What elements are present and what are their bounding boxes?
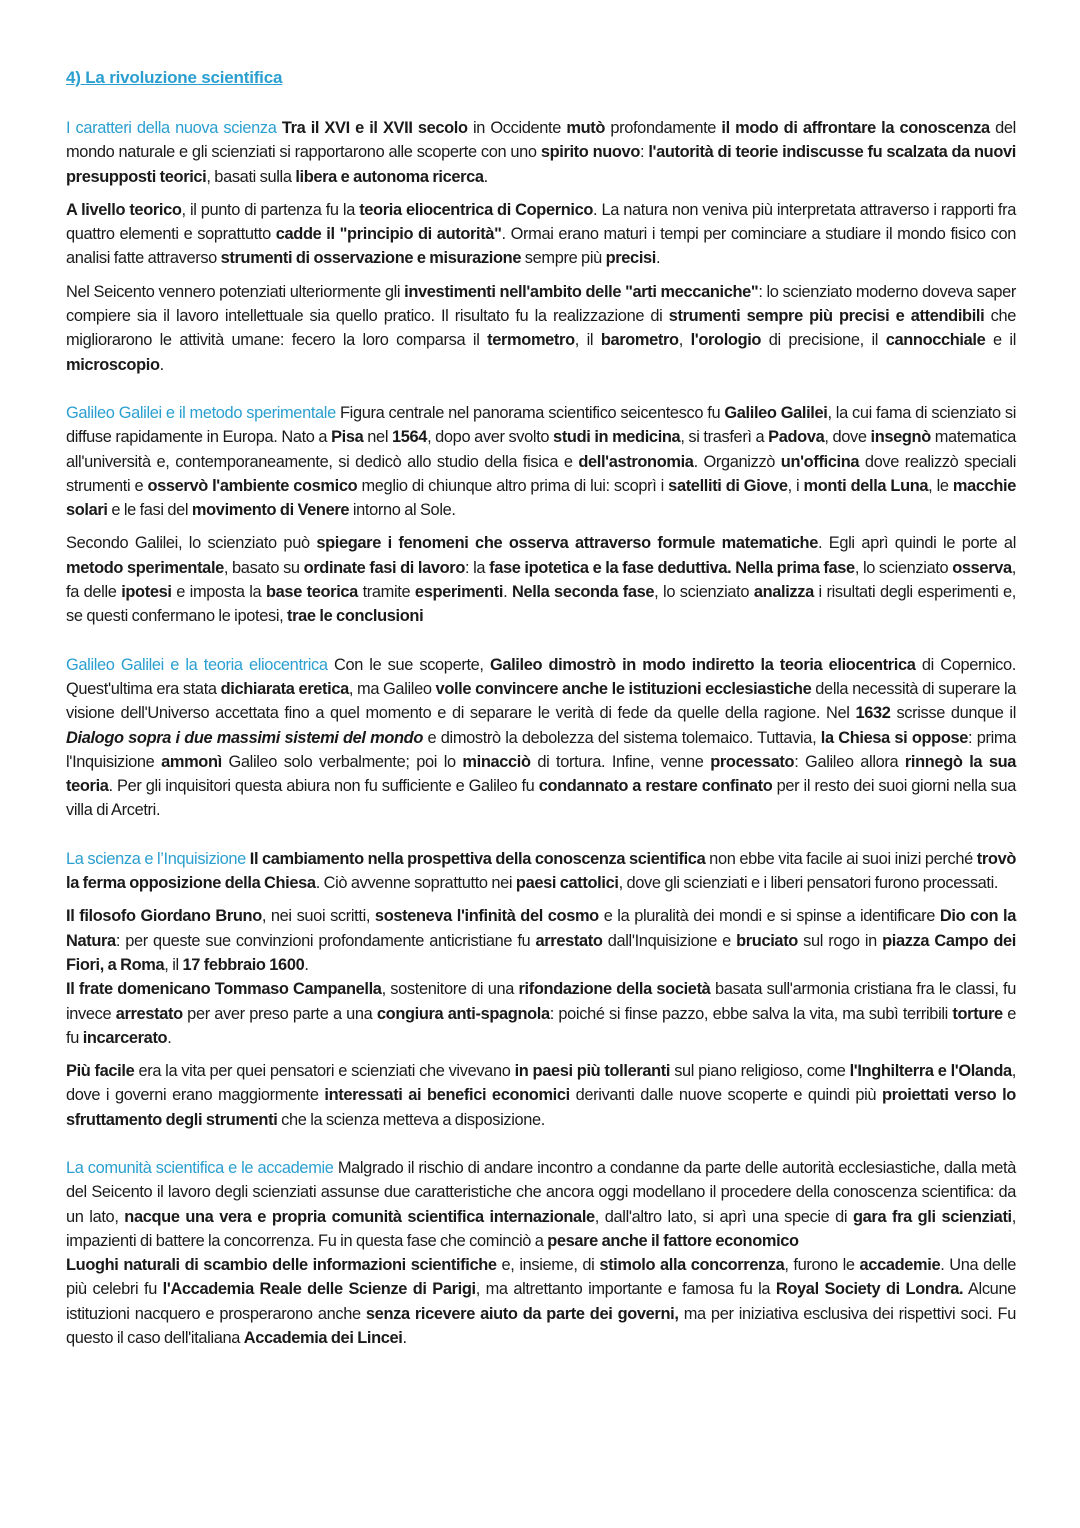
bold-text: libera e autonoma ricerca — [295, 167, 484, 186]
document-content — [66, 66, 1016, 1350]
bold-text: piazza Campo dei Fiori, a Roma — [66, 931, 1016, 974]
bold-text: Il cambiamento nella prospettiva della conoscenza scientifica — [249, 849, 706, 868]
bold-text: stimolo alla concorrenza — [599, 1256, 785, 1275]
bold-text: condannato a restare confinato — [538, 777, 773, 796]
bold-text: torture — [952, 1004, 1003, 1023]
bold-text: 1632 — [855, 704, 891, 723]
bold-text: metodo sperimentale — [66, 558, 224, 577]
bold-text: macchie solari — [66, 476, 1016, 520]
bold-text: esperimenti — [414, 583, 504, 602]
section-gap — [66, 1132, 1016, 1156]
bold-text: movimento di Venere — [191, 501, 350, 520]
paragraph-gap — [66, 271, 1016, 280]
section-gap — [66, 823, 1016, 847]
bold-text: Il frate domenicano Tommaso Campanella — [66, 980, 382, 999]
bold-text: spirito nuovo — [540, 143, 640, 162]
bold-text: Luoghi naturali di scambio delle informazioni scientifiche — [66, 1256, 497, 1275]
bold-text: precisi — [605, 249, 656, 268]
bold-text: accademie — [859, 1256, 941, 1275]
bold-text: base teorica — [266, 583, 358, 602]
bold-text: teoria eliocentrica di Copernico — [359, 200, 594, 219]
bold-text: rifondazione della società — [518, 980, 711, 999]
section-heading: I caratteri della nuova scienza — [66, 119, 277, 137]
bold-text: strumenti di osservazione e misurazione — [220, 249, 522, 268]
bold-text: minacciò — [462, 752, 531, 771]
bold-text: A livello teorico — [66, 200, 182, 219]
bold-text: satelliti di Giove — [668, 476, 788, 495]
paragraph-gap — [66, 895, 1016, 904]
bold-text: Dio con la Natura — [66, 907, 1016, 950]
section — [66, 1156, 1016, 1350]
bold-text: fase ipotetica e la fase deduttiva. Nella prima fase — [489, 558, 855, 577]
bold-text: Galileo dimostrò in modo indiretto la teoria eliocentrica — [489, 655, 916, 674]
bold-text: trovò la ferma opposizione della Chiesa — [66, 849, 1016, 893]
section — [66, 847, 1016, 1132]
bold-text: Accademia dei Lincei — [243, 1329, 403, 1348]
bold-text: Nella seconda fase — [511, 583, 655, 602]
paragraph-gap — [66, 522, 1016, 531]
paragraph: Nel Seicento vennero potenziati ulteriormente gli investimenti nell'ambito delle "arti meccaniche": lo scienziato moderno doveva saper compiere sia il lavoro intellettuale sia quello pratico. Il risultato fu la realizzazione di strumenti sempre più precisi e attendibili che migliorarono le attività umane: fecero la loro comparsa il termometro, il barometro, l'orologio di precisione, il cannocchiale e il microscopio. — [66, 282, 1017, 374]
bold-text: l'orologio — [690, 331, 762, 350]
bold-text: volle convincere anche le istituzioni ecclesiastiche — [435, 679, 812, 698]
bold-text: ordinate fasi di lavoro — [303, 558, 465, 577]
bold-text: cannocchiale — [885, 331, 986, 350]
bold-text: paesi cattolici — [515, 874, 619, 893]
bold-text: osserva — [952, 558, 1012, 577]
bold-text: gara fra gli scienziati — [852, 1207, 1012, 1226]
paragraph-gap — [66, 1050, 1016, 1059]
bold-text: il modo di affrontare la conoscenza — [721, 119, 990, 137]
bold-text: rinnegò la sua teoria — [66, 752, 1017, 796]
bold-text: ammonì — [161, 752, 222, 771]
bold-text: mutò — [566, 119, 606, 137]
bold-text: nacque una vera e propria comunità scientifica internazionale — [124, 1207, 595, 1226]
page-title: 4) La rivoluzione scientifica — [66, 68, 283, 87]
section — [66, 401, 1016, 629]
bold-text: congiura anti-spagnola — [376, 1004, 550, 1023]
paragraph: La scienza e l’Inquisizione Il cambiamento nella prospettiva della conoscenza scientifica non ebbe vita facile ai suoi inizi perché trovò la ferma opposizione della Chiesa. Ciò avvenne soprattutto nei paesi cattolici, dove gli scienziati e i liberi pensatori furono processati. — [66, 849, 1016, 893]
section-heading: Galileo Galilei e la teoria eliocentrica — [66, 655, 328, 674]
sections-container — [66, 116, 1016, 1350]
section-gap — [66, 377, 1016, 401]
bold-text: Galileo Galilei — [724, 403, 828, 422]
bold-text: insegnò — [870, 428, 931, 447]
bold-text: analizza — [753, 583, 814, 602]
bold-text: l'Accademia Reale delle Scienze di Parigi — [162, 1280, 476, 1299]
bold-text: bruciato — [736, 931, 798, 950]
bold-text: studi in medicina — [553, 428, 681, 447]
bold-text: pesare anche il fattore economico — [547, 1231, 799, 1250]
paragraph: Galileo Galilei e la teoria eliocentrica Con le sue scoperte, Galileo dimostrò in modo indiretto la teoria eliocentrica di Copernico. Quest'ultima era stata dichiarata eretica, ma Galileo volle convincere anche le istituzioni ecclesiastiche della necessità di superare la visione dell'Universo accettata fino a quel momento e di separare le verità di fede da quelle della ragione. Nel 1632 scrisse dunque il Dialogo sopra i due massimi sistemi del mondo e dimostrò la debolezza del sistema tolemaico. Tuttavia, la Chiesa si oppose: prima l'Inquisizione ammonì Galileo solo verbalmente; poi lo minacciò di tortura. Infine, venne processato: Galileo allora rinnegò la sua teoria. Per gli inquisitori questa abiura non fu sufficiente e Galileo fu condannato a restare confinato per il resto dei suoi giorni nella sua villa di Arcetri. — [66, 655, 1017, 820]
bold-text: cadde il "principio di autorità" — [275, 225, 502, 244]
bold-text: la Chiesa si oppose — [820, 728, 969, 747]
bold-text: spiegare i fenomeni che osserva attraverso formule matematiche — [316, 534, 818, 553]
bold-text: termometro — [487, 331, 575, 350]
section — [66, 116, 1016, 377]
bold-text: investimenti nell'ambito delle "arti meccaniche" — [404, 282, 759, 301]
bold-text: Pisa — [331, 428, 364, 447]
bold-text: Più facile — [66, 1062, 135, 1081]
bold-text: l'autorità di teorie indiscusse fu scalzata da nuovi presupposti teorici — [66, 143, 1016, 186]
bold-text: ipotesi — [121, 583, 172, 602]
bold-text: strumenti sempre più precisi e attendibili — [668, 307, 985, 326]
bold-text: monti della Luna — [803, 476, 929, 495]
paragraph: La comunità scientifica e le accademie Malgrado il rischio di andare incontro a condanne da parte delle autorità ecclesiastiche, dalla metà del Seicento il lavoro degli scienziati assunse due caratteristiche che ancora oggi modellano il procedere della conoscenza scientifica: da un lato, nacque una vera e propria comunità scientifica internazionale, dall'altro lato, si aprì una specie di gara fra gli scienziati, impazienti di battere la concorrenza. Fu in questa fase che cominciò a pesare anche il fattore economico Luoghi naturali di scambio delle informazioni scientifiche e, insieme, di stimolo alla concorrenza, furono le accademie. Una delle più celebri fu l'Accademia Reale delle Scienze di Parigi, ma altrettanto importante e famosa fu la Royal Society di Londra. Alcune istituzioni nacquero e prosperarono anche senza ricevere aiuto da parte dei governi, ma per iniziativa esclusiva dei rispettivi soci. Fu questo il caso dell'italiana Accademia dei Lincei. — [66, 1158, 1016, 1348]
bold-text: arrestato — [535, 931, 603, 950]
paragraph-gap — [66, 189, 1016, 198]
italic-bold-text: Dialogo sopra i due massimi sistemi del mondo — [66, 728, 423, 747]
section-heading: La comunità scientifica e le accademie — [66, 1158, 334, 1177]
bold-text: processato — [710, 752, 795, 771]
bold-text: interessati ai benefici economici — [324, 1086, 570, 1105]
bold-text: trae le conclusioni — [287, 607, 424, 626]
bold-text: microscopio — [66, 355, 160, 374]
paragraph: Il filosofo Giordano Bruno, nei suoi scritti, sosteneva l'infinità del cosmo e la pluralità dei mondi e si spinse a identificare Dio con la Natura: per queste sue convinzioni profondamente anticristiane fu arrestato dall'Inquisizione e bruciato sul rogo in piazza Campo dei Fiori, a Roma, il 17 febbraio 1600. Il frate domenicano Tommaso Campanella, sostenitore di una rifondazione della società basata sull'armonia cristiana fra le classi, fu invece arrestato per aver preso parte a una congiura anti-spagnola: poiché si finse pazzo, ebbe salva la vita, ma subì terribili torture e fu incarcerato. — [66, 907, 1017, 1047]
paragraph: A livello teorico, il punto di partenza fu la teoria eliocentrica di Copernico. La natura non veniva più interpretata attraverso i rapporti fra quattro elementi e soprattutto cadde il "principio di autorità". Ormai erano maturi i tempi per cominciare a studiare il mondo fisico con analisi fatte attraverso strumenti di osservazione e misurazione sempre più precisi. — [66, 200, 1016, 268]
bold-text: barometro — [600, 331, 679, 350]
bold-text: arrestato — [115, 1004, 183, 1023]
bold-text: Tra il XVI e il XVII secolo — [281, 119, 468, 137]
bold-text: senza ricevere aiuto da parte dei governi, — [365, 1304, 679, 1323]
paragraph: Più facile era la vita per quei pensatori e scienziati che vivevano in paesi più tolleranti sul piano religioso, come l'Inghilterra e l'Olanda, dove i governi erano maggiormente interessati ai benefici economici derivanti dalle nuove scoperte e quindi più proiettati verso lo sfruttamento degli strumenti che la scienza metteva a disposizione. — [66, 1062, 1016, 1129]
bold-text: 1564 — [391, 428, 428, 447]
bold-text: dell'astronomia — [578, 452, 694, 471]
bold-text: sosteneva l'infinità del cosmo — [374, 907, 599, 926]
bold-text: 17 febbraio 1600 — [182, 955, 305, 974]
bold-text: Padova — [768, 428, 825, 447]
bold-text: osservò l'ambiente cosmico — [147, 476, 358, 495]
paragraph: I caratteri della nuova scienza Tra il XVI e il XVII secolo in Occidente mutò profondamente il modo di affrontare la conoscenza del mondo naturale e gli scienziati si rapportarono alle scoperte con uno spirito nuovo: l'autorità di teorie indiscusse fu scalzata da nuovi presupposti teorici, basati sulla libera e autonoma ricerca. — [66, 119, 1016, 186]
bold-text: proiettati verso lo sfruttamento degli strumenti — [66, 1086, 1016, 1129]
bold-text: incarcerato — [82, 1028, 168, 1047]
paragraph: Galileo Galilei e il metodo sperimentale Figura centrale nel panorama scientifico seicentesco fu Galileo Galilei, la cui fama di scienziato si diffuse rapidamente in Europa. Nato a Pisa nel 1564, dopo aver svolto studi in medicina, si trasferì a Padova, dove insegnò matematica all'università e, contemporaneamente, si dedicò allo studio della fisica e dell'astronomia. Organizzò un'officina dove realizzò speciali strumenti e osservò l'ambiente cosmico meglio di chiunque altro prima di lui: scoprì i satelliti di Giove, i monti della Luna, le macchie solari e le fasi del movimento di Venere intorno al Sole. — [66, 403, 1017, 520]
bold-text: Royal Society di Londra. — [775, 1280, 964, 1299]
section-heading: La scienza e l’Inquisizione — [66, 849, 246, 868]
bold-text: Il filosofo Giordano Bruno — [66, 907, 262, 926]
section — [66, 653, 1016, 823]
bold-text: in paesi più tolleranti — [514, 1062, 671, 1081]
bold-text: l'Inghilterra e l'Olanda — [849, 1062, 1012, 1081]
paragraph: Secondo Galilei, lo scienziato può spiegare i fenomeni che osserva attraverso formule matematiche. Egli aprì quindi le porte al metodo sperimentale, basato su ordinate fasi di lavoro: la fase ipotetica e la fase deduttiva. Nella prima fase, lo scienziato osserva, fa delle ipotesi e imposta la base teorica tramite esperimenti. Nella seconda fase, lo scienziato analizza i risultati degli esperimenti e, se questi confermano le ipotesi, trae le conclusioni — [66, 534, 1016, 626]
bold-text: dichiarata eretica — [220, 679, 349, 698]
bold-text: un'officina — [780, 452, 860, 471]
section-gap — [66, 629, 1016, 653]
section-heading: Galileo Galilei e il metodo sperimentale — [66, 403, 336, 422]
